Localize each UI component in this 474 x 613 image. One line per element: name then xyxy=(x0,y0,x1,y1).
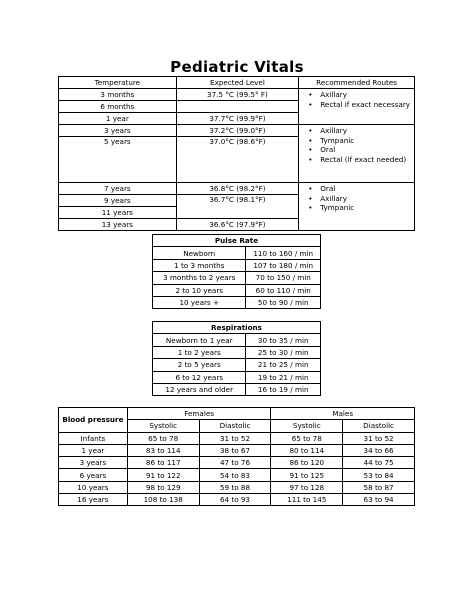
age-cell: 3 years xyxy=(59,125,177,137)
diastolic-header: Diastolic xyxy=(199,420,271,432)
routes-cell xyxy=(299,183,415,231)
route-item: • Axillary xyxy=(320,90,414,100)
pulse-age: 3 months to 2 years xyxy=(153,272,246,284)
pulse-rate-table xyxy=(152,234,321,309)
pulse-rate-title: Pulse Rate xyxy=(153,235,321,247)
route-item: • Tympanic xyxy=(320,203,414,213)
level-cell: 37.0°C (98.6°F) xyxy=(176,137,299,183)
bp-value: 38 to 67 xyxy=(199,444,271,456)
expected-level-header: Expected Level xyxy=(176,77,299,89)
bp-value: 53 to 84 xyxy=(343,469,415,481)
respirations-title: Respirations xyxy=(153,322,321,334)
temperature-table xyxy=(58,76,415,231)
blood-pressure-label: Blood pressure xyxy=(59,408,128,433)
systolic-header: Systolic xyxy=(271,420,343,432)
age-cell: 11 years xyxy=(59,207,177,219)
bp-value: 91 to 125 xyxy=(271,469,343,481)
bp-value: 58 to 87 xyxy=(343,481,415,493)
bp-value: 86 to 117 xyxy=(127,457,199,469)
pulse-age: 1 to 3 months xyxy=(153,259,246,271)
bp-value: 31 to 52 xyxy=(343,432,415,444)
recommended-routes-header: Recommended Routes xyxy=(299,77,415,89)
age-cell: 9 years xyxy=(59,195,177,207)
bp-value: 86 to 120 xyxy=(271,457,343,469)
bp-value: 91 to 122 xyxy=(127,469,199,481)
pulse-age: 2 to 10 years xyxy=(153,284,246,296)
blood-pressure-table xyxy=(58,407,415,506)
route-item: • Tympanic xyxy=(320,136,414,146)
route-item: • Rectal (if exact needed) xyxy=(320,155,414,165)
level-cell: 36.7°C (98.1°F) xyxy=(176,195,299,219)
bp-value: 59 to 88 xyxy=(199,481,271,493)
bp-value: 63 to 94 xyxy=(343,494,415,506)
bp-value: 47 to 76 xyxy=(199,457,271,469)
bp-value: 64 to 93 xyxy=(199,494,271,506)
diastolic-header: Diastolic xyxy=(343,420,415,432)
age-cell: 7 years xyxy=(59,183,177,195)
age-cell: 13 years xyxy=(59,219,177,231)
bp-value: 34 to 66 xyxy=(343,444,415,456)
bp-value: 31 to 52 xyxy=(199,432,271,444)
temperature-header: Temperature xyxy=(59,77,177,89)
pulse-value: 60 to 110 / min xyxy=(246,284,321,296)
bp-value: 65 to 78 xyxy=(127,432,199,444)
resp-value: 21 to 25 / min xyxy=(246,359,321,371)
bp-value: 54 to 83 xyxy=(199,469,271,481)
pulse-age: 10 years + xyxy=(153,296,246,308)
route-item: • Axillary xyxy=(320,194,414,204)
bp-value: 83 to 114 xyxy=(127,444,199,456)
level-cell: 37.2°C (99.0°F) xyxy=(176,125,299,137)
bp-value: 65 to 78 xyxy=(271,432,343,444)
age-cell: 1 year xyxy=(59,113,177,125)
age-cell: 6 months xyxy=(59,101,177,113)
resp-age: 1 to 2 years xyxy=(153,346,246,358)
level-cell: 37.5 °C (99.5° F) xyxy=(176,89,299,101)
level-cell xyxy=(176,101,299,113)
bp-age: 16 years xyxy=(59,494,128,506)
level-cell: 37.7°C (99.9°F) xyxy=(176,113,299,125)
bp-age: Infants xyxy=(59,432,128,444)
bp-value: 80 to 114 xyxy=(271,444,343,456)
bp-value: 98 to 129 xyxy=(127,481,199,493)
bp-value: 44 to 75 xyxy=(343,457,415,469)
resp-value: 19 to 21 / min xyxy=(246,371,321,383)
pulse-value: 110 to 160 / min xyxy=(246,247,321,259)
resp-value: 30 to 35 / min xyxy=(246,334,321,346)
pulse-value: 70 to 150 / min xyxy=(246,272,321,284)
routes-cell xyxy=(299,89,415,125)
bp-value: 97 to 128 xyxy=(271,481,343,493)
resp-age: 6 to 12 years xyxy=(153,371,246,383)
resp-age: 2 to 5 years xyxy=(153,359,246,371)
respirations-table xyxy=(152,321,321,396)
bp-age: 3 years xyxy=(59,457,128,469)
resp-value: 25 to 30 / min xyxy=(246,346,321,358)
page-title: Pediatric Vitals xyxy=(170,58,304,76)
route-item: • Oral xyxy=(320,145,414,155)
bp-age: 10 years xyxy=(59,481,128,493)
route-item: • Axillary xyxy=(320,126,414,136)
route-item: • Rectal if exact necessary xyxy=(320,100,414,110)
pulse-value: 107 to 180 / min xyxy=(246,259,321,271)
bp-age: 6 years xyxy=(59,469,128,481)
bp-age: 1 year xyxy=(59,444,128,456)
bp-value: 111 to 145 xyxy=(271,494,343,506)
bp-value: 108 to 138 xyxy=(127,494,199,506)
females-header: Females xyxy=(127,408,271,420)
pulse-age: Newborn xyxy=(153,247,246,259)
males-header: Males xyxy=(271,408,415,420)
resp-age: 12 years and older xyxy=(153,383,246,395)
pulse-value: 50 to 90 / min xyxy=(246,296,321,308)
routes-cell xyxy=(299,125,415,183)
systolic-header: Systolic xyxy=(127,420,199,432)
age-cell: 3 months xyxy=(59,89,177,101)
route-item: • Oral xyxy=(320,184,414,194)
resp-value: 16 to 19 / min xyxy=(246,383,321,395)
age-cell: 5 years xyxy=(59,137,177,183)
level-cell: 36.6°C (97.9°F) xyxy=(176,219,299,231)
level-cell: 36.8°C (98.2°F) xyxy=(176,183,299,195)
resp-age: Newborn to 1 year xyxy=(153,334,246,346)
